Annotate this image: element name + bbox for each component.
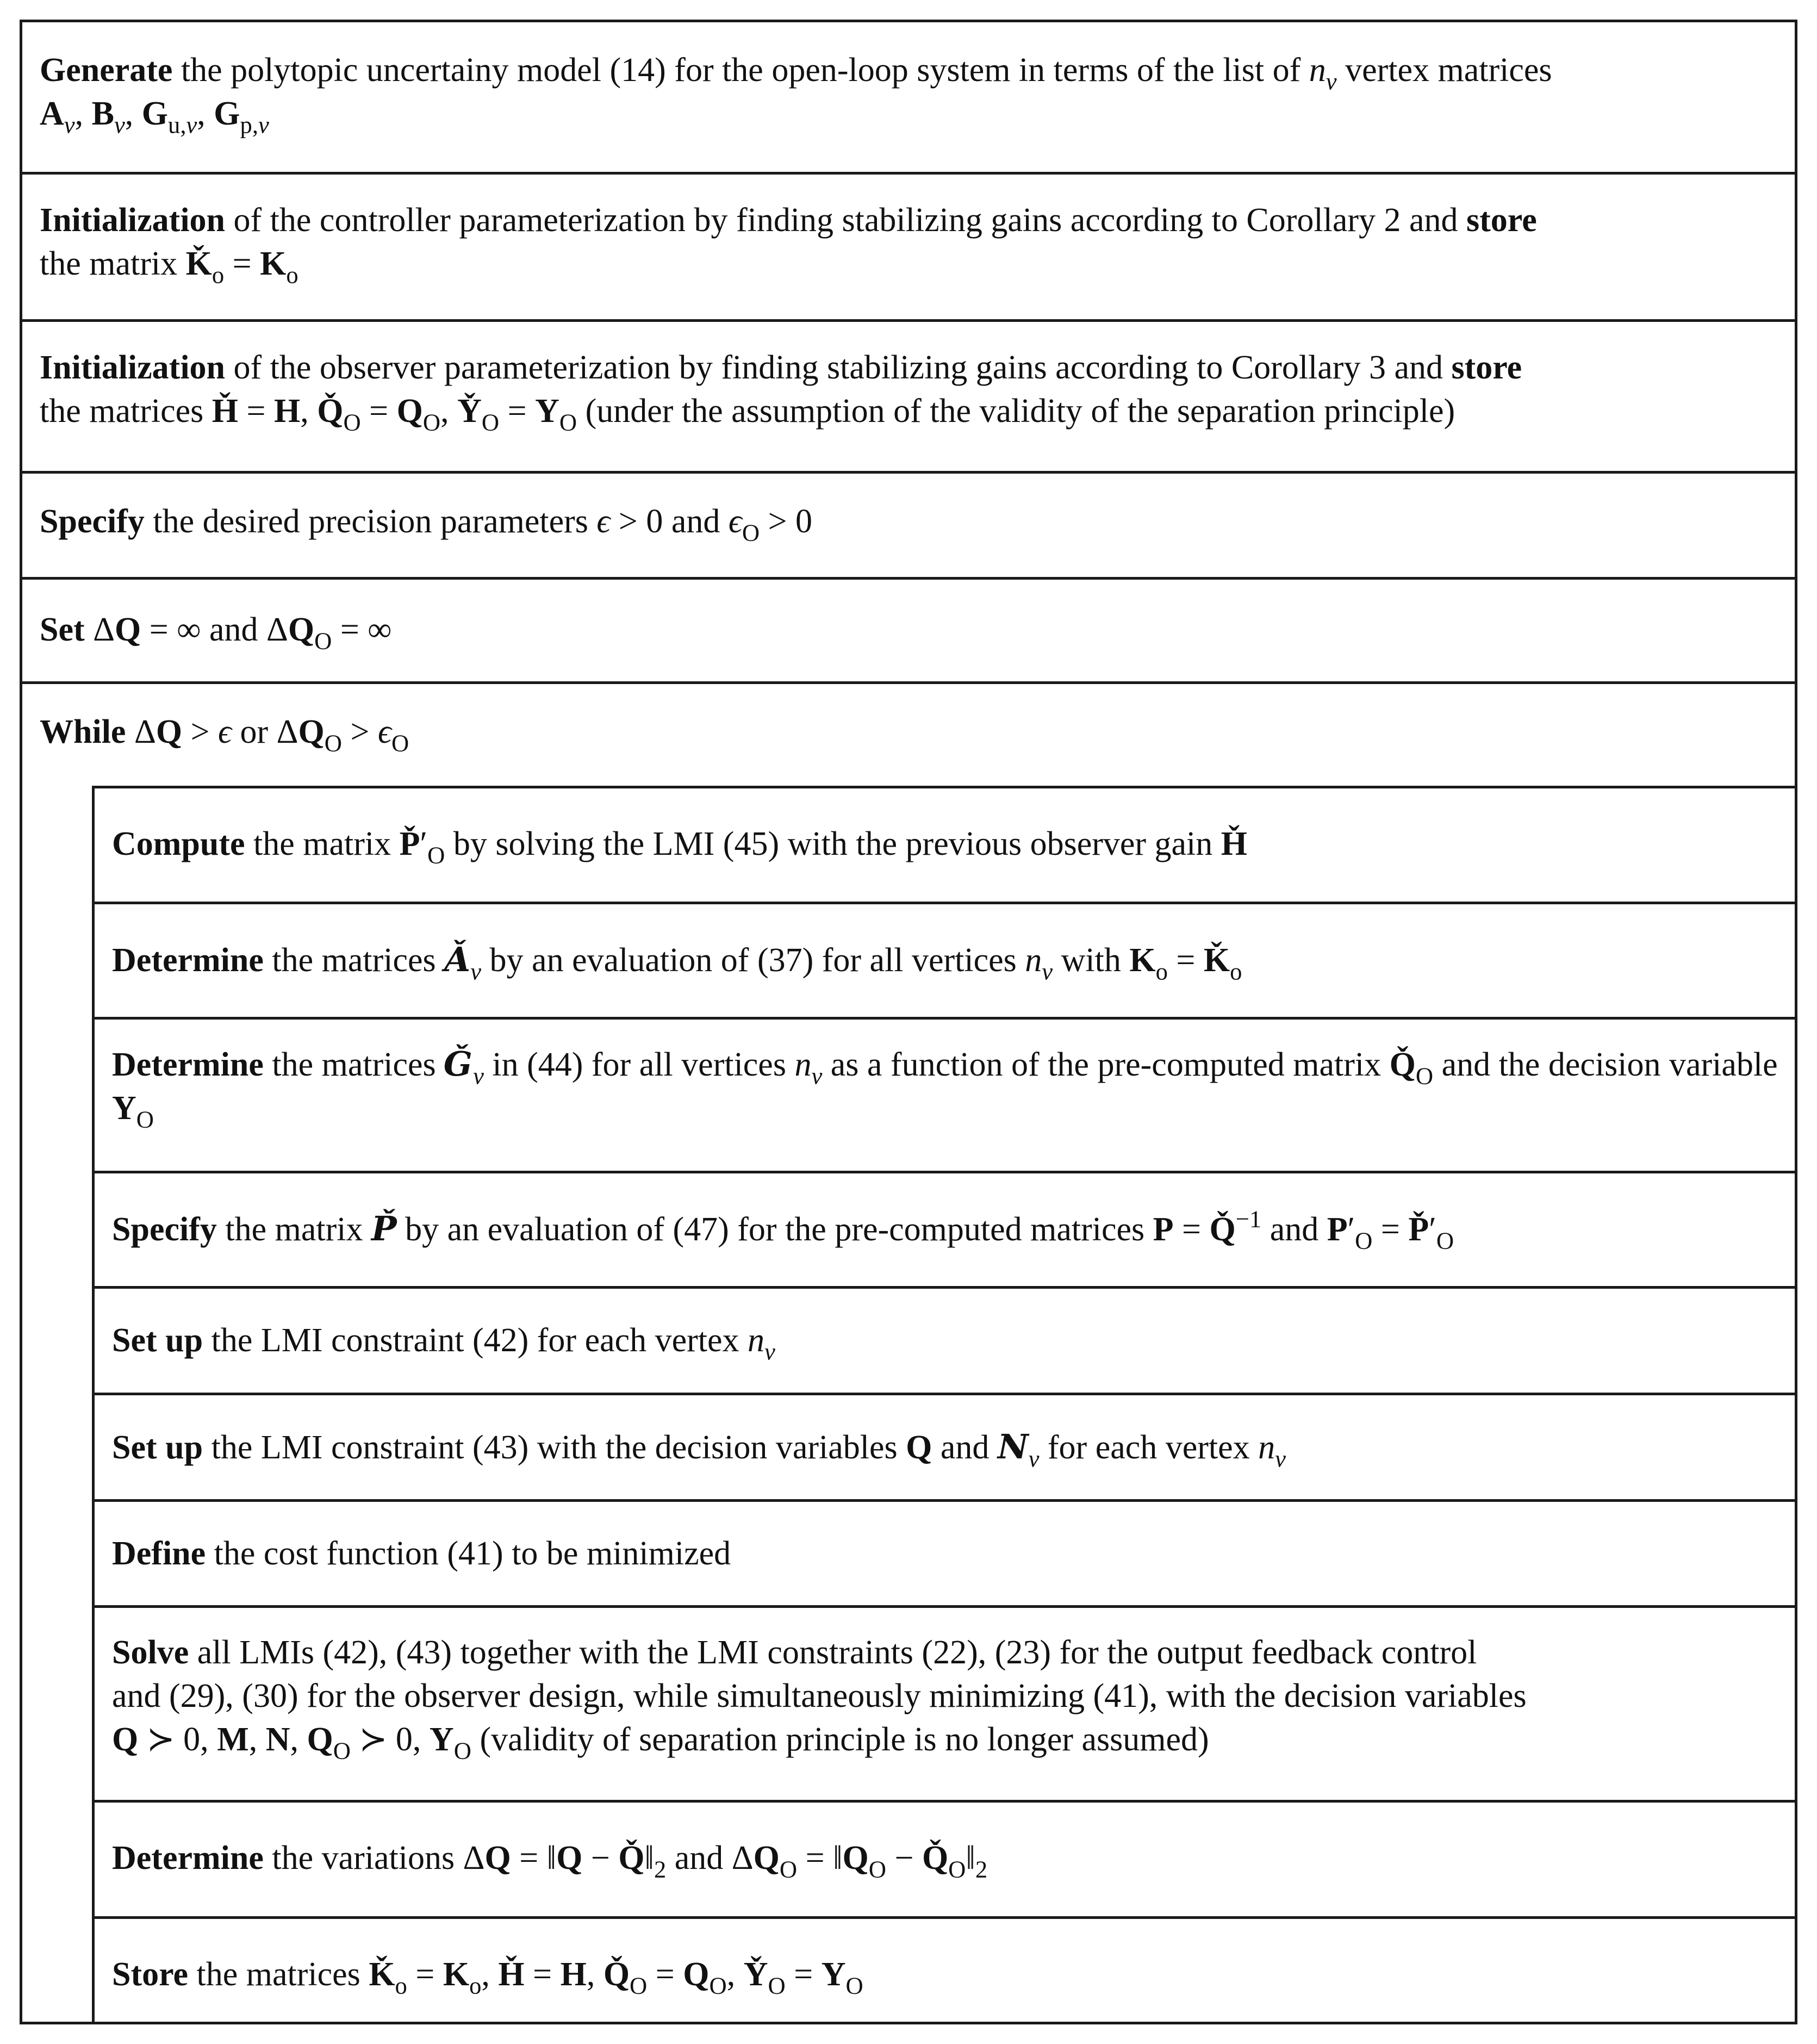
- step-while-loop: [22, 684, 1795, 2022]
- step-init-controller: [22, 175, 1795, 322]
- loop-step-setup-42: Set up the LMI constraint (42) for each vertex $n_v$: [95, 1289, 1795, 1395]
- loop-step-determine-g: Determine the matrices $Ǧ_v$ in (44) for all vertices $n_v$ as a function of the pre-computed matrix $Q̌_O$ and the decision variable $Y_O$: [95, 1020, 1795, 1173]
- loop-step-compute: Compute the matrix $P̌'_O$ by solving the LMI (45) with the previous observer gain Ȟ: [95, 788, 1795, 904]
- loop-step-determine-a: Determine the matrices $Ǎ_v$ by an evaluation of (37) for all vertices $n_v$ with $K_o$ = $Ǩ_o$: [95, 904, 1795, 1020]
- step-generate: [22, 22, 1795, 175]
- loop-step-specify-p: Specify the matrix P̌ by an evaluation of (47) for the pre-computed matrices P = Q̌$^{-1}$ and $P'_O$ = $P̌'_O$: [95, 1173, 1795, 1289]
- loop-step-define-cost: Define the cost function (41) to be minimized: [95, 1502, 1795, 1608]
- step-init-controller-text: Initialization of the controller parameterization by finding stabilizing gains according to Corollary 2 and store the matrix $Ǩ_o = K_o$: [40, 202, 1537, 289]
- loop-step-solve: Solve all LMIs (42), (43) together with the LMI constraints (22), (23) for the output feedback control and (29), (30) for the observer design, while simultaneously minimizing (41), with the decision variables Q ≻ 0, M, N, $Q_O$ ≻ 0, $Y_O$ (validity of separation principle is no longer assumed): [95, 1608, 1795, 1803]
- loop-step-store: Store the matrices $Ǩ_o = K_o$, Ȟ = H, $Q̌_O = Q_O$, $Y̌_O = Y_O$: [112, 1956, 863, 1999]
- loop-body: [92, 786, 1795, 2022]
- step-specify-precision: [22, 474, 1795, 580]
- step-keyword: Generate: [40, 52, 173, 89]
- while-condition: While ΔQ > ϵ or $\Delta Q_O > \epsilon_O$: [40, 713, 409, 757]
- step-init-observer-text: Initialization of the observer parameterization by finding stabilizing gains according to Corollary 3 and store the matrices Ȟ = H, $Q̌_O = Q_O$, $Y̌_O = Y_O$ (under the assumption of the validity of the separation principle): [40, 349, 1522, 436]
- loop-step-setup-43: Set up the LMI constraint (43) with the decision variables Q and $N_v$ for each vertex $n_v$: [95, 1395, 1795, 1502]
- step-set-delta-text: Set ΔQ = ∞ and $\Delta Q_O$ = ∞: [40, 611, 392, 655]
- loop-step-determine-variations: Determine the variations ΔQ = ‖Q − $Q̌‖_2$ and $\Delta Q_O$ = $‖Q_O$ − $Q̌_O‖_2$: [95, 1803, 1795, 1919]
- step-specify-precision-text: Specify the desired precision parameters ϵ > 0 and $\epsilon_O > 0$: [40, 503, 813, 546]
- step-init-observer: [22, 322, 1795, 474]
- algorithm-table: [20, 20, 1797, 2024]
- step-generate-text: Generate the polytopic uncertainy model (14) for the open-loop system in terms of the list of $n_v$ vertex matrices $A_v$, $B_v$, $G_{u,v}$, $G_{p,v}$: [40, 52, 1552, 139]
- step-set-delta: [22, 580, 1795, 684]
